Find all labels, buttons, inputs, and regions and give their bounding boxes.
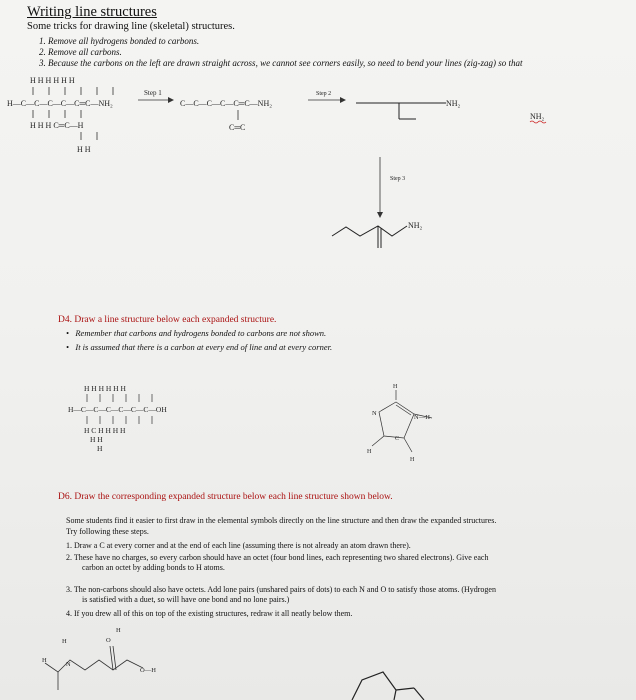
d6-oh: O—H [140,667,156,674]
d4-mol2-ring [372,390,432,452]
final-line-structure [332,226,407,248]
d4-bullet-1: • Remember that carbons and hydrogens bonded to carbons are not shown. [66,328,327,338]
d4-mol1-bonds-top [87,394,152,402]
d4-mol2-nh: N—H [414,414,430,421]
d6-para-1: Some students find it easier to first draw in the elemental symbols directly on the line structure and then draw the expanded structures. [66,516,497,525]
d4-bullet-1-text: Remember that carbons and hydrogens bonded to carbons are not shown. [75,328,327,338]
d6-para-2: Try following these steps. [66,527,149,536]
expanded-bottom-row-2: H H [77,145,91,154]
d6-h-3: H [42,657,47,664]
d4-mol2-n-left: N [372,410,377,417]
step-2-skeleton [356,103,446,119]
d4-mol1-bonds-bottom [87,416,152,424]
rule-1: 1. Remove all hydrogens bonded to carbons. [39,36,200,46]
d6-step-2-cont: carbon an octet by adding bonds to H atoms. [82,563,225,572]
d4-mol2-c: C [395,436,400,442]
d6-h-2: H [116,627,121,634]
final-amine: NH₂ [408,221,423,230]
d6-step-4: 4. If you drew all of this on top of the existing structures, redraw it all neatly below them. [66,609,353,618]
d4-heading-text: D4. Draw a line structure below each expanded structure. [58,315,277,325]
page-subtitle: Some tricks for drawing line (skeletal) structures. [27,21,235,32]
expanded-top-bonds [33,87,113,95]
step-2-label: Step 2 [316,91,332,97]
d6-line-structure [45,646,143,690]
rule-3: 3. Because the carbons on the left are drawn straight across, we cannot see corners easily, so need to bend your lines (zig-zag) so that [39,58,523,68]
d4-mol1-top: H H H H H H [84,384,126,393]
rule-2: 2. Remove all carbons. [39,47,122,57]
expanded-main-chain: H—C—C—C—C—C═C—NH₂ [7,99,113,108]
d4-mol2-h-left: H [367,449,372,455]
d4-mol2-h-top: H [393,384,398,390]
expanded-bottom-bonds [33,110,81,118]
step-1-label: Step 1 [144,89,162,97]
step-2-amine: NH₂ [446,99,461,108]
d4-mol1-main: H—C—C—C—C—C—C—OH [68,405,167,414]
d6-step-3: 3. The non-carbons should also have octets. Add lone pairs (unshared pairs of dots) to each N and O to satisfy those atoms. (Hydrogen [66,585,496,594]
d4-heading [58,315,276,325]
expanded-bottom-row: H H H C═C—H [30,121,84,130]
d4-bullet-2: • It is assumed that there is a carbon at every end of line and at every corner. [66,342,333,352]
d6-step-1: 1. Draw a C at every corner and at the end of each line (assuming there is not already an atom drawn there). [66,541,411,550]
d4-mol1-bottom: H C H H H H [84,426,126,435]
d6-heading-text: D6. Draw the corresponding expanded structure below each line structure shown below. [58,492,393,502]
step-3-label: Step 3 [390,176,406,182]
d6-heading [58,492,393,502]
page-title: Writing line structures [27,4,157,20]
d6-ring-structure [352,672,424,700]
d6-o: O [106,637,111,644]
d4-mol2-h-bottom: H [410,457,415,463]
d6-step-2: 2. These have no charges, so every carbon should have an octet (four bond lines, each representing two shared electrons). Give each [66,553,489,562]
d4-mol1-bottom-2: H H [90,435,103,444]
annotation-amine: NH₂ [530,112,545,121]
d4-bullet-2-text: It is assumed that there is a carbon at every end of line and at every corner. [75,342,333,352]
step-1-branch: C═C [229,123,246,132]
step-1-chain: C—C—C—C—C═C—NH₂ [180,99,273,108]
d6-step-3-cont: is satisfied with a duet, so will have one bond and no lone pairs.) [82,595,290,604]
d6-h-1: H [62,638,67,645]
d4-mol1-bottom-3: H [97,444,103,453]
d6-n: N [66,661,71,668]
expanded-top-hydrogens: H H H H H H [30,76,75,85]
